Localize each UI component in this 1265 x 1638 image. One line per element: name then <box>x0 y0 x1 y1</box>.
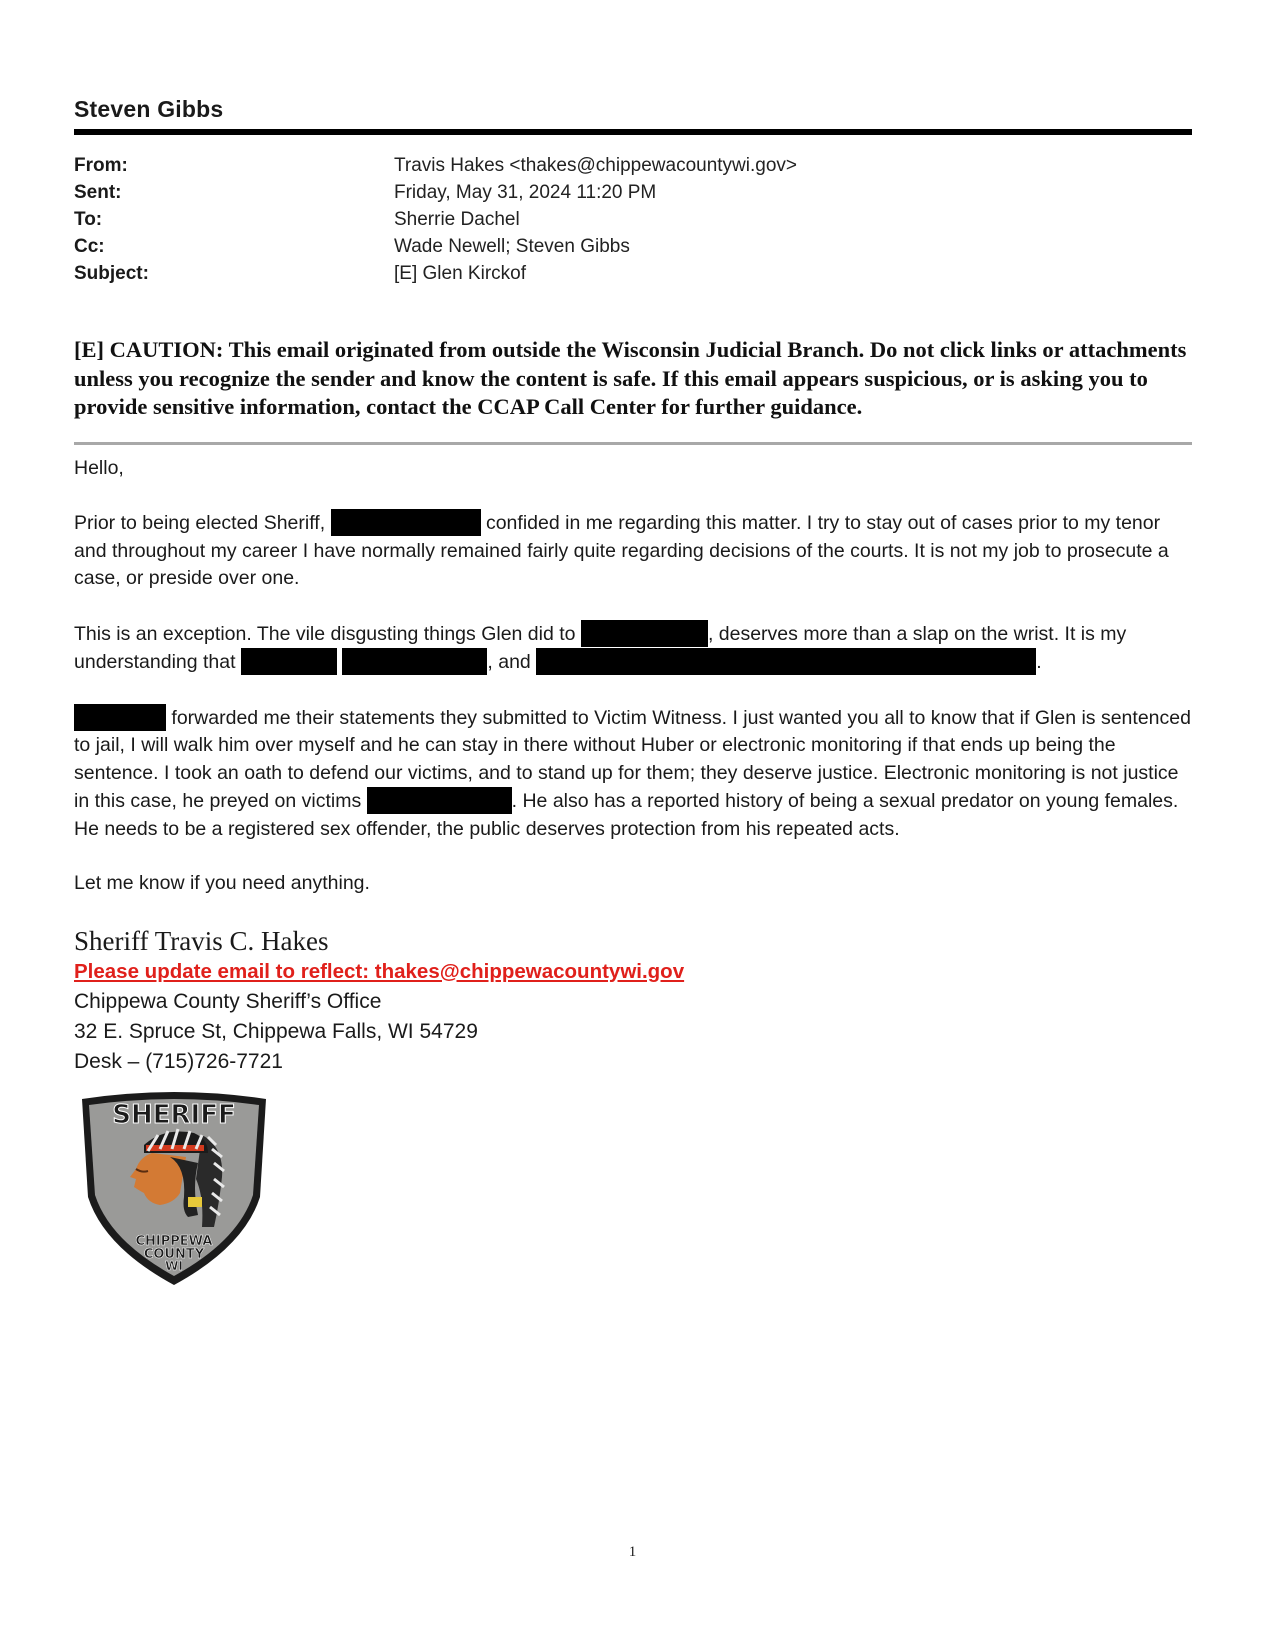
p1-text-a: Prior to being elected Sheriff, <box>74 512 331 534</box>
badge-line-1: CHIPPEWA <box>135 1233 213 1249</box>
cc-value: Wade Newell; Steven Gibbs <box>394 236 630 257</box>
signature-office: Chippewa County Sheriff’s Office <box>74 989 382 1013</box>
subject-value: [E] Glen Kirckof <box>394 263 526 284</box>
redaction-box <box>536 648 1036 675</box>
signature-phone: Desk – (715)726-7721 <box>74 1049 283 1073</box>
email-printout <box>74 96 1192 1292</box>
email-headers <box>74 153 1192 286</box>
p2-text-b: , deserves more than a slap on the wrist. It is my understanding that <box>74 622 1127 673</box>
to-value: Sherrie Dachel <box>394 209 520 230</box>
sent-label: Sent: <box>74 182 122 203</box>
email-body <box>74 455 1192 898</box>
paragraph-3 <box>74 704 1192 844</box>
caution-banner: [E] CAUTION: This email originated from outside the Wisconsin Judicial Branch. Do not click links or attachments unless you recognize the sender and know the content is safe. If this email appears suspicious, or is asking you to provide sensitive information, contact the CCAP Call Center for further guidance. <box>74 337 1187 419</box>
signature-address: 32 E. Spruce St, Chippewa Falls, WI 54729 <box>74 1019 478 1043</box>
redaction-box <box>367 787 512 814</box>
p2-text-a: This is an exception. The vile disgusting things Glen did to <box>74 622 581 645</box>
p2-text-d: , and <box>487 651 537 673</box>
badge-line-3: WI <box>165 1258 183 1273</box>
redaction-box <box>331 509 481 536</box>
caution-rule <box>74 442 1192 445</box>
badge-top-text: SHERIFF <box>112 1099 236 1130</box>
signature-update-link[interactable]: Please update email to reflect: thakes@chippewacountywi.gov <box>74 959 685 983</box>
redaction-box <box>581 620 708 647</box>
p3-text-b: . He also has a reported history of being a sexual predator on young females. He needs to be a registered sex offender, the public deserves protection from his repeated acts. <box>74 790 1179 840</box>
p2-text-e: . <box>1036 651 1042 673</box>
from-label: From: <box>74 155 128 176</box>
page-number: 1 <box>628 1544 637 1560</box>
sent-value: Friday, May 31, 2024 11:20 PM <box>394 182 657 203</box>
subject-label: Subject: <box>74 263 149 284</box>
paragraph-2 <box>74 620 1192 677</box>
closing: Let me know if you need anything. <box>74 872 370 894</box>
title-rule <box>74 129 1192 135</box>
p1-text-b: confided in me regarding this matter. I try to stay out of cases prior to my tenor and throughout my career I have normally remained fairly quite regarding decisions of the courts. It is not my job to prosecute a case, or preside over one. <box>74 512 1169 589</box>
mailbox-title: Steven Gibbs <box>74 96 224 122</box>
from-value: Travis Hakes <thakes@chippewacountywi.gov> <box>394 155 797 176</box>
p3-text-a: forwarded me their statements they submitted to Victim Witness. I just wanted you all to know that if Glen is sentenced to jail, I will walk him over myself and he can stay in there without Huber or electronic monitoring if that ends up being the sentence. I took an oath to defend our victims, and to stand up for them; they deserve justice. Electronic monitoring is not justice in this case, he preyed on victims <box>74 706 1191 812</box>
cc-label: Cc: <box>74 236 105 257</box>
badge-line-2: COUNTY <box>143 1246 205 1262</box>
redaction-box <box>342 648 487 675</box>
to-label: To: <box>74 209 103 230</box>
signature-name: Sheriff Travis C. Hakes <box>74 925 329 956</box>
greeting: Hello, <box>74 456 124 479</box>
sheriff-badge-logo <box>74 1087 274 1287</box>
paragraph-1 <box>74 509 1192 593</box>
redaction-box <box>74 704 166 731</box>
redaction-box <box>241 648 337 675</box>
